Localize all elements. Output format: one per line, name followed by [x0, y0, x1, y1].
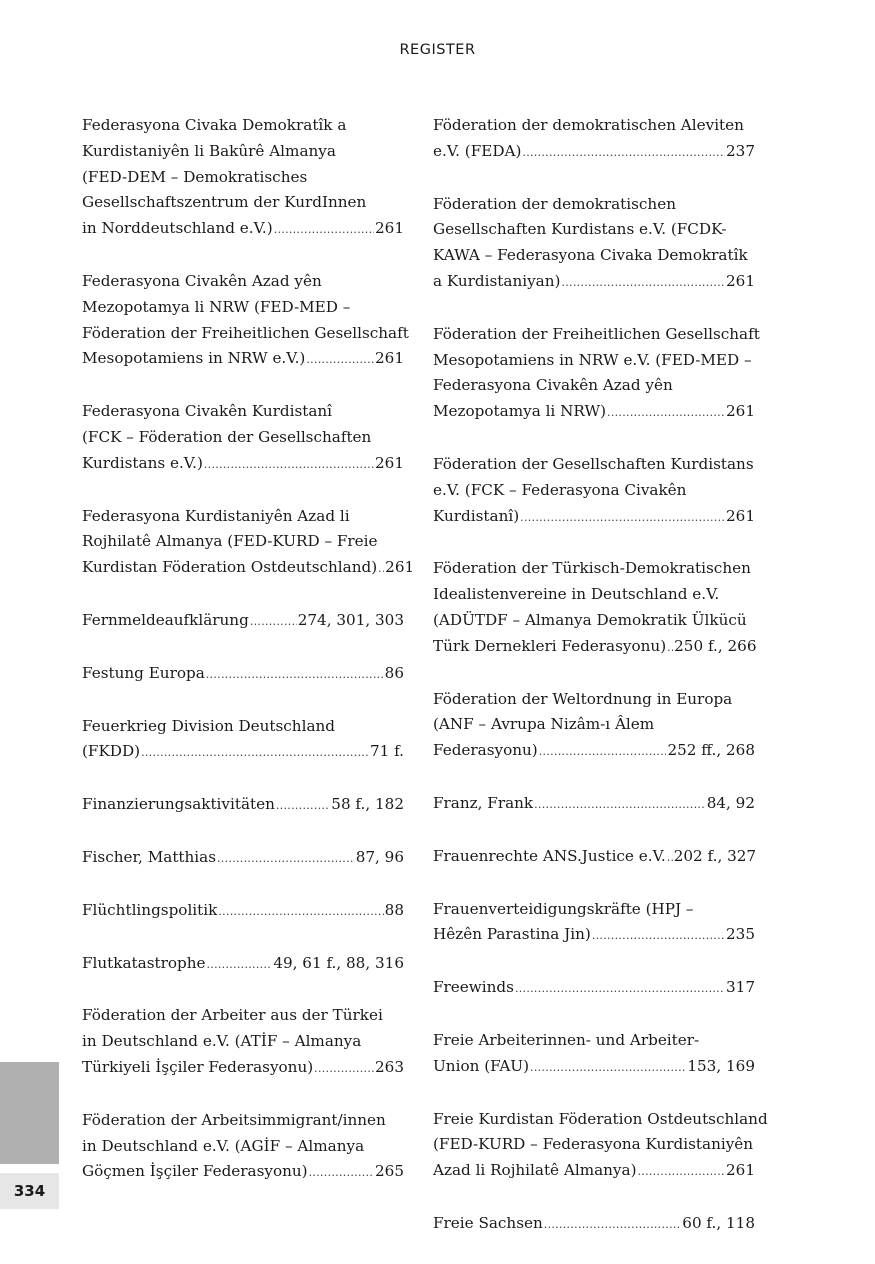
index-entry-text: Kurdistan Föderation Ostdeutschland)	[82, 558, 378, 577]
index-entry-pages: 261	[375, 219, 404, 238]
dot-leader	[667, 845, 673, 871]
index-entry-text: e.V. (FCK – Federasyona Civakên	[433, 480, 687, 499]
index-entry-text: Föderation der demokratischen Aleviten	[433, 116, 744, 134]
dot-leader	[306, 347, 374, 373]
index-entry-text: (FED-KURD – Federasyona Kurdistaniyên	[433, 1135, 754, 1154]
index-entry-text: Föderation der Türkisch-Demokratischen	[433, 559, 751, 578]
index-entry	[433, 1028, 755, 1081]
index-entry-text: Freie Arbeiterinnen- und Arbeiter-	[433, 1030, 700, 1049]
index-entry	[433, 791, 755, 818]
index-entry-text: Finanzierungsaktivitäten	[82, 795, 275, 814]
index-entry-lastline	[82, 346, 404, 373]
index-entry	[433, 975, 755, 1002]
index-entry-text: Fischer, Matthias	[82, 847, 217, 866]
index-entry-pages: 261	[726, 1161, 755, 1180]
index-entry-text: (FKDD)	[82, 742, 141, 761]
index-entry-lastline	[433, 399, 755, 426]
dot-leader	[520, 505, 725, 531]
dot-leader	[592, 923, 725, 949]
index-entry	[82, 1108, 404, 1186]
dot-leader	[206, 662, 384, 688]
index-entry-text: Federasyona Civakên Kurdistanî	[82, 402, 333, 421]
index-entry-text: (FCK – Föderation der Gesellschaften	[82, 427, 372, 446]
index-entry-text: Kurdistaniyên li Bakûrê Almanya	[82, 141, 336, 160]
index-entry-pages: 71 f.	[369, 742, 404, 761]
index-entry-text: Kurdistans e.V.)	[82, 453, 203, 472]
index-entry-pages: 237	[726, 141, 755, 160]
index-entry-pages: 49, 61 f., 88, 316	[273, 953, 404, 972]
index-entry-pages: 317	[726, 978, 755, 997]
dot-leader	[638, 1159, 726, 1185]
index-entry-text: Idealistenvereine in Deutschland e.V.	[433, 585, 720, 604]
dot-leader	[378, 556, 384, 582]
index-entry-text: Federasyona Civaka Demokratîk a	[82, 116, 347, 134]
index-entry-lastline	[433, 139, 755, 166]
index-entry	[433, 192, 755, 296]
index-entry-pages: 261	[726, 271, 755, 290]
index-entry-text: Rojhilatê Almanya (FED-KURD – Freie	[82, 532, 378, 551]
index-entry-text: Mezopotamya li NRW)	[433, 402, 607, 421]
index-entry	[82, 269, 409, 373]
index-entry-text: Flutkatastrophe	[82, 953, 206, 972]
index-entry-lastline	[433, 922, 755, 949]
index-entry-text: Federasyona Civakên Azad yên	[433, 376, 673, 395]
index-entry-text: Franz, Frank	[433, 793, 534, 812]
index-entry-lastline	[82, 451, 404, 478]
index-entry-pages: 263	[375, 1057, 404, 1076]
index-entry-text: Türkiyeli İşçiler Federasyonu)	[82, 1057, 314, 1076]
index-entry-pages: 261	[385, 558, 415, 577]
index-entry-lastline	[82, 608, 404, 635]
index-entry	[82, 792, 404, 819]
index-entry-text: Union (FAU)	[433, 1056, 530, 1075]
index-entry-text: Kurdistanî)	[433, 506, 520, 525]
index-entry-lastline	[82, 661, 404, 688]
dot-leader	[276, 793, 330, 819]
dot-leader	[544, 1212, 682, 1238]
index-entry-pages: 261	[375, 453, 404, 472]
index-entry-pages: 261	[726, 402, 755, 421]
index-entry	[433, 687, 755, 765]
index-entry	[433, 1211, 755, 1238]
index-entry	[433, 322, 760, 426]
index-entry-text: in Deutschland e.V. (AGİF – Almanya	[82, 1136, 365, 1155]
index-entry-text: Federasyona Civakên Azad yên	[82, 271, 322, 290]
index-entry-lastline	[82, 951, 404, 978]
dot-leader	[141, 740, 369, 766]
index-entry-lastline	[82, 845, 404, 872]
index-entry-lastline	[433, 791, 755, 818]
index-entry	[82, 504, 415, 582]
index-entry-lastline	[433, 738, 755, 765]
index-entry-lastline	[433, 504, 755, 531]
dot-leader	[274, 217, 374, 243]
dot-leader	[250, 609, 297, 635]
dot-leader	[522, 140, 725, 166]
index-entry-text: Mezopotamya li NRW (FED-MED –	[82, 297, 351, 316]
index-entry-pages: 202 f., 327	[673, 846, 757, 865]
index-entry-lastline	[82, 739, 404, 766]
index-entry	[82, 714, 404, 767]
index-entry	[433, 897, 755, 950]
index-entry-text: e.V. (FEDA)	[433, 141, 522, 160]
index-entry-pages: 60 f., 118	[682, 1213, 755, 1232]
index-entry-text: Federasyona Kurdistaniyên Azad li	[82, 506, 350, 525]
index-column-left	[82, 113, 415, 1212]
index-entry-pages: 58 f., 182	[331, 795, 404, 814]
dot-leader	[607, 400, 725, 426]
index-entry	[433, 113, 755, 166]
index-entry-pages: 261	[726, 506, 755, 525]
index-entry	[433, 844, 755, 871]
index-entry-pages: 235	[726, 925, 755, 944]
index-entry-text: (FED-DEM – Demokratisches	[82, 167, 308, 186]
index-entry-text: Federasyonu)	[433, 741, 538, 760]
index-entry-pages: 274, 301, 303	[297, 610, 404, 629]
index-entry-text: Festung Europa	[82, 663, 205, 682]
index-entry-text: Göçmen İşçiler Federasyonu)	[82, 1162, 308, 1181]
index-entry-pages: 84, 92	[706, 793, 755, 812]
index-entry-text: Feuerkrieg Division Deutschland	[82, 716, 336, 735]
dot-leader	[534, 792, 706, 818]
index-entry-text: in Deutschland e.V. (ATİF – Almanya	[82, 1032, 362, 1051]
index-entry-lastline	[82, 1055, 404, 1082]
index-entry-text: Föderation der Arbeitsimmigrant/innen	[82, 1110, 386, 1129]
index-entry-lastline	[433, 1211, 755, 1238]
index-entry-text: Föderation der Freiheitlichen Gesellschaft	[82, 323, 409, 342]
index-entry-lastline	[82, 898, 404, 925]
page-number: 334	[0, 1173, 59, 1209]
index-entry-lastline	[433, 844, 755, 871]
index-entry-text: Freewinds	[433, 978, 514, 997]
dot-leader	[561, 270, 725, 296]
dot-leader	[539, 739, 667, 765]
index-entry-text: Hêzên Parastina Jin)	[433, 925, 591, 944]
index-entry	[82, 399, 404, 477]
index-entry-text: Fernmeldeaufklärung	[82, 610, 249, 629]
index-entry-pages: 252 ff., 268	[667, 741, 755, 760]
index-entry-text: Föderation der Arbeiter aus der Türkei	[82, 1006, 383, 1025]
index-entry-lastline	[433, 1158, 755, 1185]
index-entry	[82, 951, 404, 978]
index-entry-text: Freie Sachsen	[433, 1213, 543, 1232]
dot-leader	[204, 452, 374, 478]
index-entry-text: Gesellschaftszentrum der KurdInnen	[82, 193, 367, 212]
chapter-thumb-tab	[0, 1062, 59, 1164]
dot-leader	[207, 952, 273, 978]
index-entry-text: Frauenrechte ANS.Justice e.V.	[433, 846, 666, 865]
index-entry-text: KAWA – Federasyona Civaka Demokratîk	[433, 246, 748, 265]
index-entry-text: Azad li Rojhilatê Almanya)	[433, 1161, 637, 1180]
index-entry-text: Föderation der Gesellschaften Kurdistans	[433, 454, 754, 473]
index-column-right	[433, 113, 768, 1264]
index-entry	[433, 1107, 768, 1185]
index-entry-pages: 153, 169	[687, 1056, 755, 1075]
index-entry-lastline	[82, 555, 415, 582]
index-entry-lastline	[82, 1159, 404, 1186]
index-entry	[82, 845, 404, 872]
index-entry-lastline	[433, 634, 755, 661]
index-entry-pages: 261	[375, 349, 404, 368]
index-entry-text: Mesopotamiens in NRW e.V. (FED-MED –	[433, 350, 752, 369]
dot-leader	[217, 846, 355, 872]
index-entry-pages: 265	[375, 1162, 404, 1181]
dot-leader	[515, 976, 725, 1002]
index-entry-text: Gesellschaften Kurdistans e.V. (FCDK-	[433, 220, 727, 239]
index-entry-pages: 86	[384, 663, 404, 682]
dot-leader	[667, 635, 673, 661]
index-entry-text: (ANF – Avrupa Nizâm-ı Âlem	[433, 715, 655, 734]
dot-leader	[309, 1160, 374, 1186]
index-entry-lastline	[82, 216, 404, 243]
index-entry-pages: 87, 96	[355, 847, 404, 866]
index-entry-lastline	[433, 1054, 755, 1081]
index-entry-text: Föderation der Weltordnung in Europa	[433, 689, 733, 708]
index-entry-text: Föderation der Freiheitlichen Gesellschaft	[433, 324, 760, 343]
index-entry	[82, 898, 404, 925]
index-entry	[82, 661, 404, 688]
index-entry-lastline	[82, 792, 404, 819]
index-entry-lastline	[433, 269, 755, 296]
index-entry-pages: 250 f., 266	[674, 636, 757, 655]
index-entry-text: Frauenverteidigungskräfte (HPJ –	[433, 899, 694, 918]
index-entry	[82, 113, 404, 243]
index-entry-text: Freie Kurdistan Föderation Ostdeutschland	[433, 1109, 768, 1128]
index-entry-text: Flüchtlingspolitik	[82, 900, 218, 919]
index-entry-text: a Kurdistaniyan)	[433, 271, 561, 290]
dot-leader	[530, 1055, 686, 1081]
index-entry	[82, 608, 404, 635]
index-entry	[82, 1003, 404, 1081]
index-entry-pages: 88	[384, 900, 404, 919]
index-entry-text: Türk Dernekleri Federasyonu)	[433, 636, 667, 655]
index-entry-text: Mesopotamiens in NRW e.V.)	[82, 349, 306, 368]
index-entry	[433, 452, 755, 530]
index-entry-text: in Norddeutschland e.V.)	[82, 219, 273, 238]
dot-leader	[218, 899, 383, 925]
dot-leader	[314, 1056, 374, 1082]
index-entry-lastline	[433, 975, 755, 1002]
index-entry	[433, 556, 755, 660]
running-header: REGISTER	[399, 42, 476, 58]
index-entry-text: (ADÜTDF – Almanya Demokratik Ülkücü	[433, 610, 747, 629]
index-entry-text: Föderation der demokratischen	[433, 194, 676, 213]
